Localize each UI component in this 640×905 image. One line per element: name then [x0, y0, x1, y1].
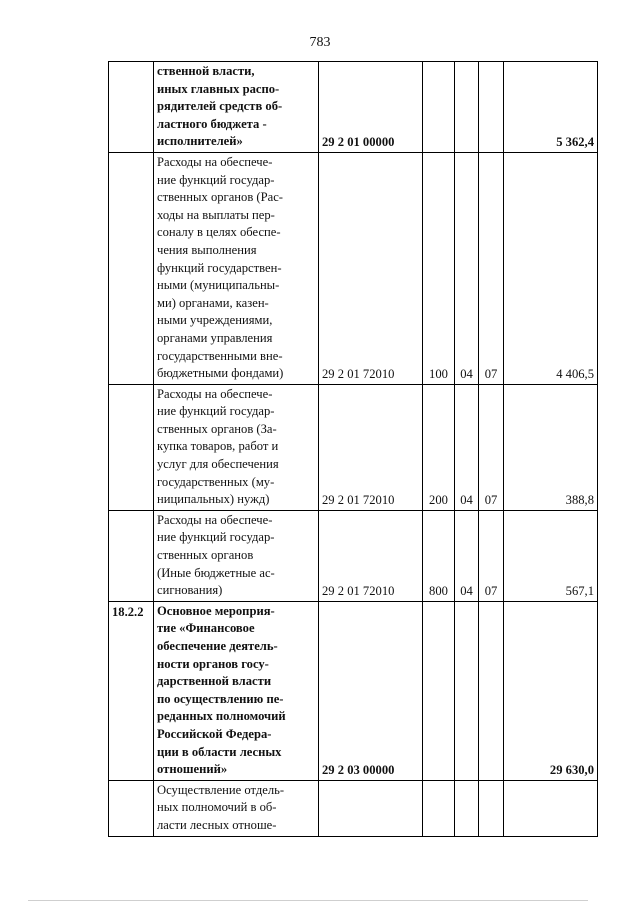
- cell-number: 18.2.2: [109, 601, 154, 780]
- cell-target-article: 29 2 03 00000: [319, 601, 423, 780]
- table-row: [109, 62, 598, 153]
- cell-section: 04: [455, 152, 479, 384]
- name-line: по осуществлению пе-: [157, 691, 284, 706]
- cell-target-article: 29 2 01 72010: [319, 510, 423, 601]
- cell-target-article: 29 2 01 72010: [319, 152, 423, 384]
- table-body: [109, 62, 598, 837]
- cell-amount: 29 630,0: [504, 601, 598, 780]
- cell-number: [109, 780, 154, 836]
- name-line: ственных органов (За-: [157, 421, 277, 436]
- name-line: функций государствен-: [157, 260, 282, 275]
- cell-amount: 388,8: [504, 384, 598, 510]
- cell-subsection: [479, 62, 504, 153]
- table-row: [109, 384, 598, 510]
- cell-name: [154, 780, 319, 836]
- name-line: Осуществление отдель-: [157, 782, 285, 797]
- cell-name: [154, 152, 319, 384]
- cell-subsection: 07: [479, 384, 504, 510]
- name-line: (Иные бюджетные ас-: [157, 565, 275, 580]
- name-line: государственных (му-: [157, 474, 275, 489]
- name-line: отношений»: [157, 762, 228, 777]
- name-line: ходы на выплаты пер-: [157, 207, 275, 222]
- cell-amount: [504, 780, 598, 836]
- name-line: ластного бюджета -: [157, 116, 267, 131]
- name-line: ции в области лесных: [157, 744, 282, 759]
- name-line: купка товаров, работ и: [157, 439, 279, 454]
- cell-target-article: [319, 780, 423, 836]
- name-line: ности органов госу-: [157, 656, 269, 671]
- cell-subsection: 07: [479, 152, 504, 384]
- name-line: исполнителей»: [157, 134, 243, 149]
- cell-section: 04: [455, 510, 479, 601]
- cell-number: [109, 152, 154, 384]
- name-line: Российской Федера-: [157, 726, 272, 741]
- table-row: [109, 601, 598, 780]
- cell-target-article: 29 2 01 00000: [319, 62, 423, 153]
- name-line: Основное мероприя-: [157, 603, 275, 618]
- table-row: [109, 510, 598, 601]
- cell-number: [109, 384, 154, 510]
- name-line: услуг для обеспечения: [157, 457, 279, 472]
- name-line: бюджетными фондами): [157, 366, 284, 381]
- cell-subsection: [479, 601, 504, 780]
- table-row: [109, 780, 598, 836]
- page-bottom-edge: [28, 900, 588, 901]
- name-line: ние функций государ-: [157, 404, 275, 419]
- cell-name: [154, 384, 319, 510]
- name-line: Расходы на обеспече-: [157, 386, 273, 401]
- cell-number: [109, 62, 154, 153]
- cell-expense-type: 100: [423, 152, 455, 384]
- cell-section: [455, 780, 479, 836]
- cell-target-article: 29 2 01 72010: [319, 384, 423, 510]
- cell-amount: 4 406,5: [504, 152, 598, 384]
- cell-name: [154, 510, 319, 601]
- cell-section: [455, 601, 479, 780]
- name-line: реданных полномочий: [157, 709, 286, 724]
- name-line: органами управления: [157, 330, 273, 345]
- name-line: иных главных распо-: [157, 81, 280, 96]
- name-line: ных полномочий в об-: [157, 800, 277, 815]
- name-line: ниципальных) нужд): [157, 492, 270, 507]
- cell-section: [455, 62, 479, 153]
- cell-name: [154, 62, 319, 153]
- name-line: ние функций государ-: [157, 530, 275, 545]
- name-line: соналу в целях обеспе-: [157, 225, 281, 240]
- name-line: ными (муниципальны-: [157, 278, 280, 293]
- cell-expense-type: [423, 780, 455, 836]
- cell-expense-type: 200: [423, 384, 455, 510]
- name-line: чения выполнения: [157, 242, 257, 257]
- cell-section: 04: [455, 384, 479, 510]
- cell-subsection: 07: [479, 510, 504, 601]
- page-number: 783: [309, 35, 331, 50]
- cell-name: [154, 601, 319, 780]
- name-line: сигнования): [157, 583, 223, 598]
- name-line: ственных органов: [157, 548, 254, 563]
- name-line: Расходы на обеспече-: [157, 512, 273, 527]
- cell-number: [109, 510, 154, 601]
- name-line: ственной власти,: [157, 64, 255, 78]
- name-line: ными учреждениями,: [157, 313, 273, 328]
- cell-expense-type: 800: [423, 510, 455, 601]
- name-line: ственных органов (Рас-: [157, 190, 283, 205]
- cell-amount: 567,1: [504, 510, 598, 601]
- budget-table: [108, 61, 598, 837]
- cell-expense-type: [423, 601, 455, 780]
- cell-expense-type: [423, 62, 455, 153]
- name-line: государственными вне-: [157, 348, 283, 363]
- table-row: [109, 152, 598, 384]
- name-line: ласти лесных отноше-: [157, 817, 277, 832]
- name-line: рядителей средств об-: [157, 99, 283, 114]
- name-line: дарственной власти: [157, 674, 272, 689]
- name-line: Расходы на обеспече-: [157, 154, 273, 169]
- name-line: ми) органами, казен-: [157, 295, 269, 310]
- cell-amount: 5 362,4: [504, 62, 598, 153]
- name-line: тие «Финансовое: [157, 621, 255, 636]
- name-line: обеспечение деятель-: [157, 639, 278, 653]
- name-line: ние функций государ-: [157, 172, 275, 187]
- cell-subsection: [479, 780, 504, 836]
